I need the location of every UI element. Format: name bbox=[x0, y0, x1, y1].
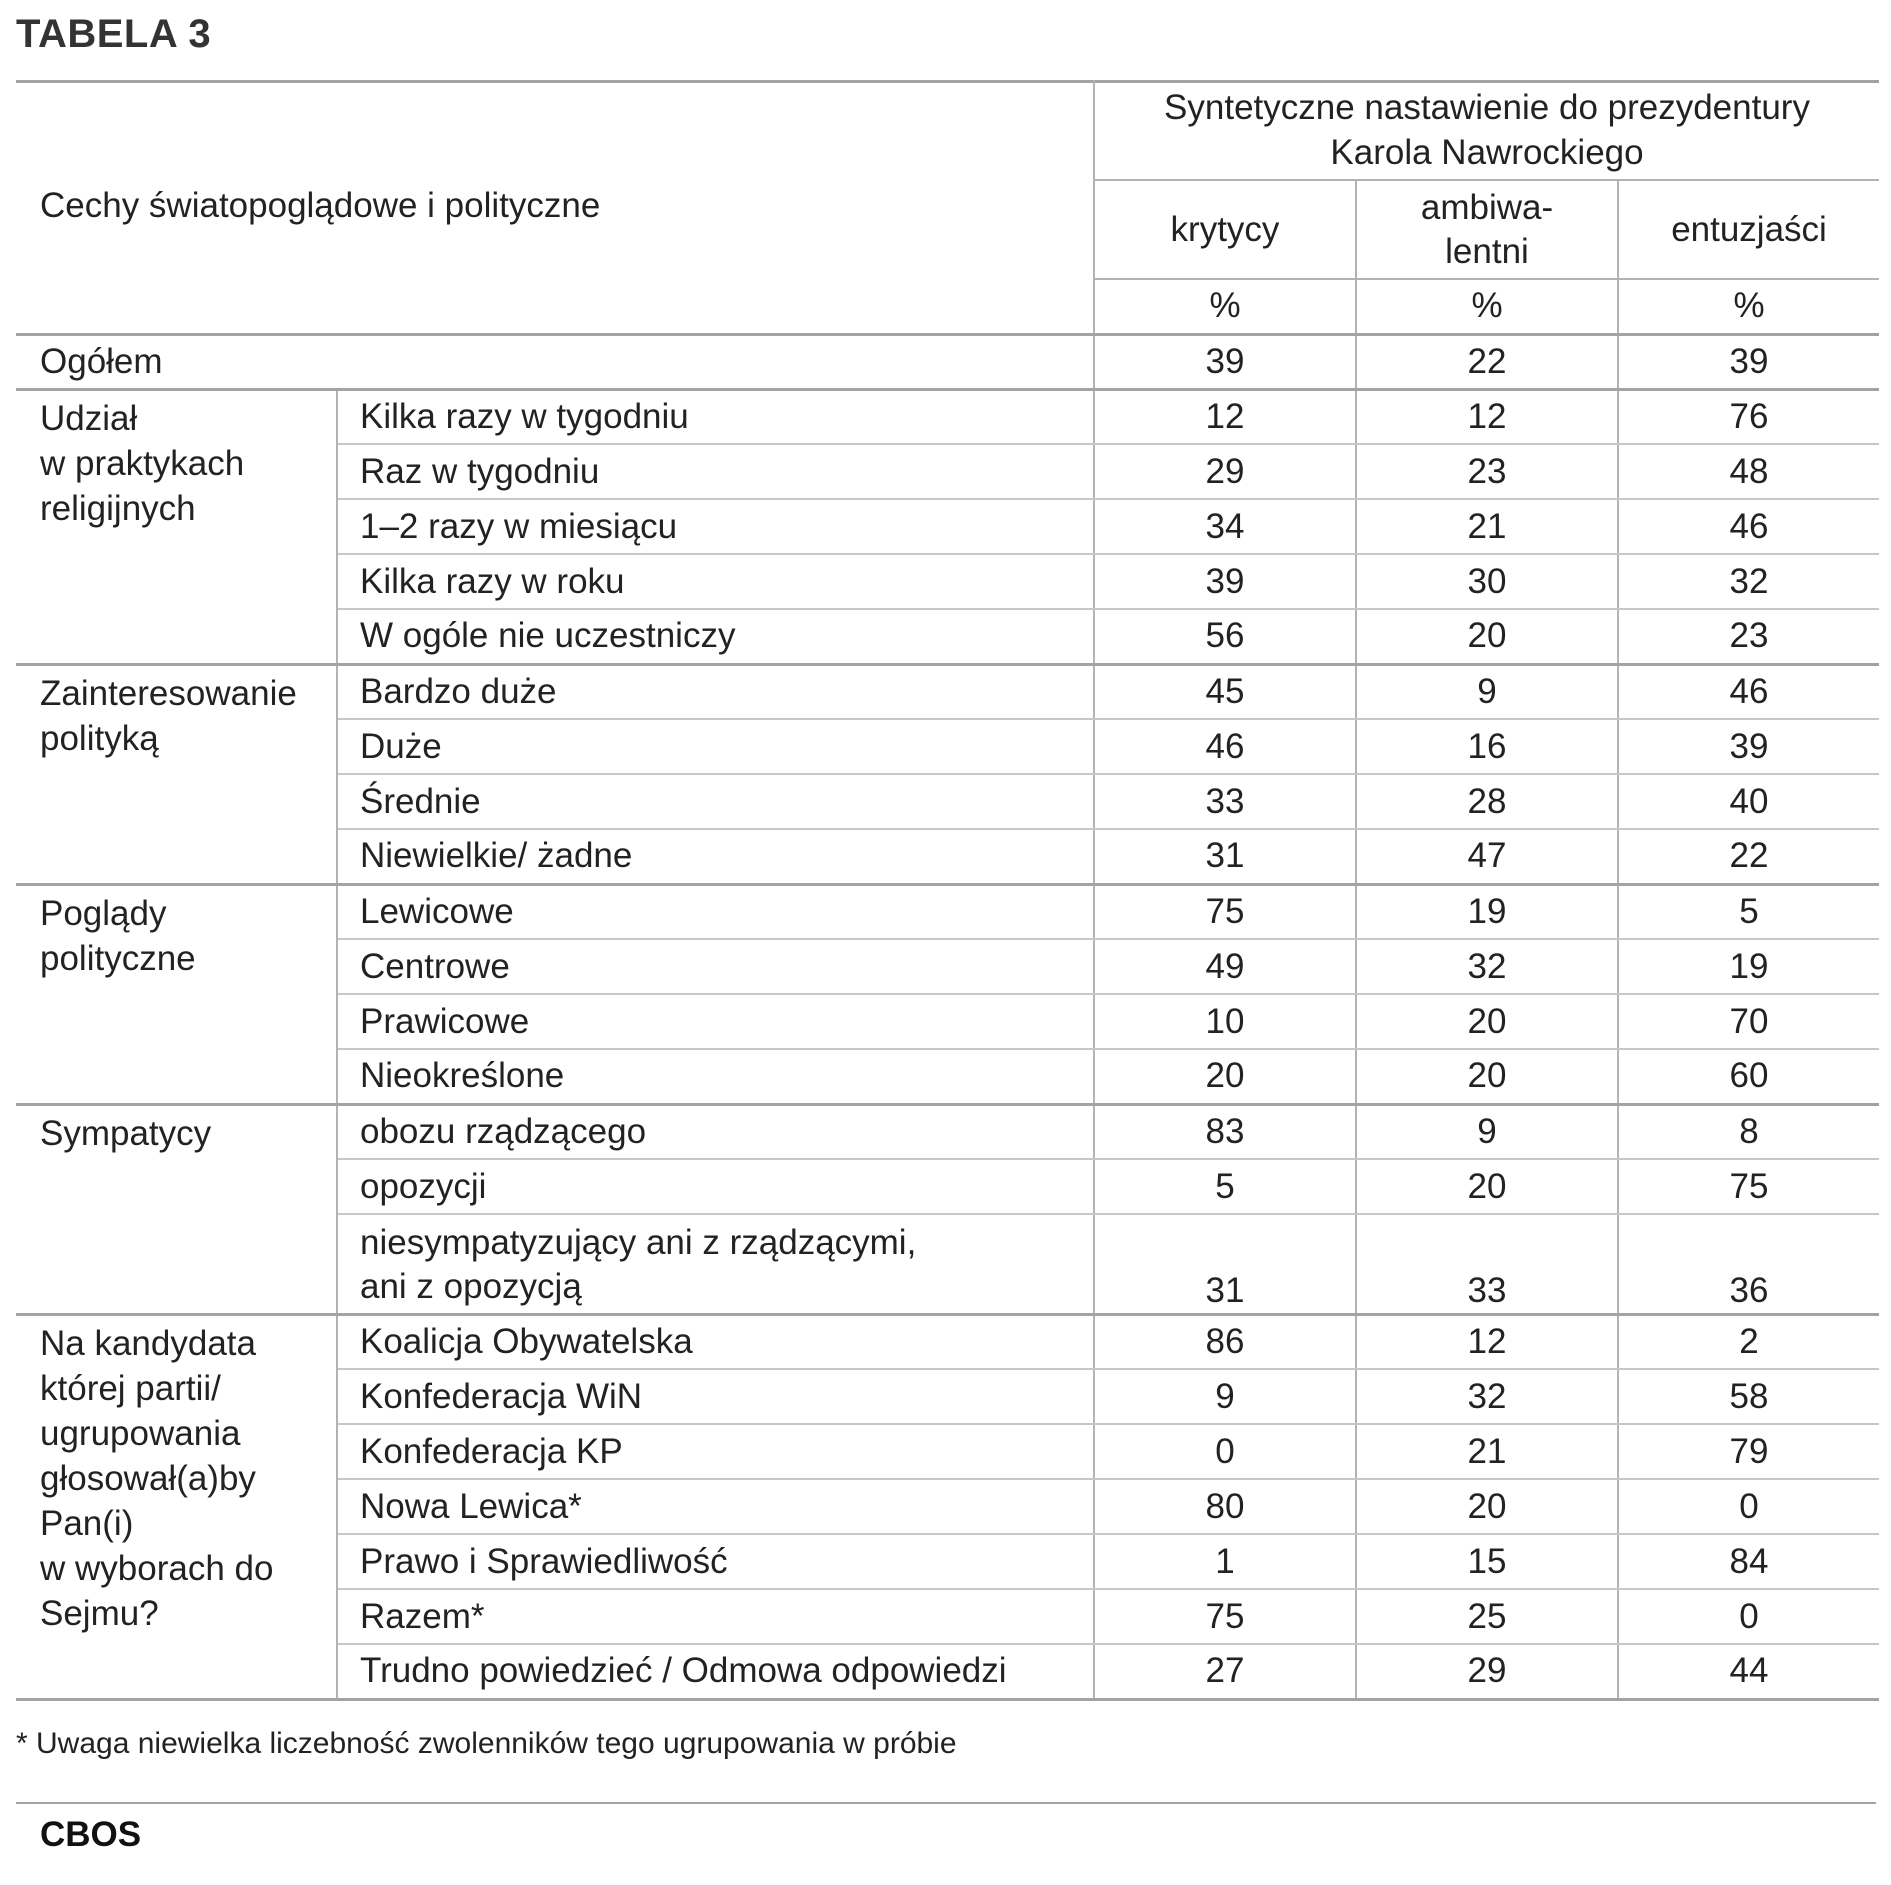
cell-value: 60 bbox=[1618, 1049, 1879, 1104]
cell-value: 27 bbox=[1094, 1644, 1356, 1699]
group-label-line: religijnych bbox=[40, 488, 196, 528]
table-body bbox=[16, 334, 1879, 1699]
cell-value: 75 bbox=[1618, 1159, 1879, 1214]
row-label: Lewicowe bbox=[337, 884, 1094, 939]
cell-value: 8 bbox=[1618, 1104, 1879, 1159]
cell-value: 86 bbox=[1094, 1314, 1356, 1369]
row-label bbox=[337, 1214, 1094, 1314]
cell-value: 12 bbox=[1356, 1314, 1618, 1369]
cell-value: 5 bbox=[1618, 884, 1879, 939]
row-label: Prawicowe bbox=[337, 994, 1094, 1049]
cell-value: 49 bbox=[1094, 939, 1356, 994]
row-label: Konfederacja WiN bbox=[337, 1369, 1094, 1424]
row-label: Nieokreślone bbox=[337, 1049, 1094, 1104]
cell-value: 75 bbox=[1094, 1589, 1356, 1644]
unit-percent: % bbox=[1356, 279, 1618, 334]
row-label: Koalicja Obywatelska bbox=[337, 1314, 1094, 1369]
cell-value: 21 bbox=[1356, 1424, 1618, 1479]
cell-value: 12 bbox=[1356, 389, 1618, 444]
column-header-ambivalent-line-2: lentni bbox=[1445, 231, 1529, 271]
row-label-line: ani z opozycją bbox=[360, 1267, 582, 1306]
group-label-line: w praktykach bbox=[40, 443, 245, 483]
footnote: * Uwaga niewielka liczebność zwolenników tego ugrupowania w próbie bbox=[16, 1727, 957, 1760]
column-header-enthusiasts bbox=[1618, 180, 1879, 279]
group-label-interest-in-politics bbox=[16, 664, 337, 884]
cell-value: 33 bbox=[1356, 1214, 1618, 1314]
row-label: opozycji bbox=[337, 1159, 1094, 1214]
cell-value: 76 bbox=[1618, 389, 1879, 444]
row-label: obozu rządzącego bbox=[337, 1104, 1094, 1159]
group-label-line: Zainteresowanie bbox=[40, 673, 297, 713]
cell-value: 2 bbox=[1618, 1314, 1879, 1369]
cell-value: 30 bbox=[1356, 554, 1618, 609]
row-label: Kilka razy w tygodniu bbox=[337, 389, 1094, 444]
group-label-line: której partii/ bbox=[40, 1368, 221, 1408]
cell-value: 48 bbox=[1618, 444, 1879, 499]
cell-value: 1 bbox=[1094, 1534, 1356, 1589]
cell-value: 9 bbox=[1094, 1369, 1356, 1424]
cell-value: 47 bbox=[1356, 829, 1618, 884]
column-header-enthusiasts-label: entuzjaści bbox=[1671, 209, 1827, 249]
synthetic-attitude-header bbox=[1094, 80, 1879, 180]
table-row bbox=[16, 664, 1879, 719]
cell-value: 83 bbox=[1094, 1104, 1356, 1159]
cell-value: 0 bbox=[1618, 1479, 1879, 1534]
cell-value: 70 bbox=[1618, 994, 1879, 1049]
row-label-line: niesympatyzujący ani z rządzącymi, bbox=[360, 1223, 917, 1262]
cell-value: 32 bbox=[1618, 554, 1879, 609]
row-label: Raz w tygodniu bbox=[337, 444, 1094, 499]
cell-value: 39 bbox=[1094, 334, 1356, 389]
cell-value: 84 bbox=[1618, 1534, 1879, 1589]
cell-value: 29 bbox=[1356, 1644, 1618, 1699]
cell-value: 9 bbox=[1356, 664, 1618, 719]
group-label-religious-practice bbox=[16, 389, 337, 664]
table-row bbox=[16, 1314, 1879, 1369]
column-header-ambivalent bbox=[1356, 180, 1618, 279]
row-label: Trudno powiedzieć / Odmowa odpowiedzi bbox=[337, 1644, 1094, 1699]
cell-value: 20 bbox=[1356, 1479, 1618, 1534]
group-label-line: ugrupowania bbox=[40, 1413, 241, 1453]
cell-value: 16 bbox=[1356, 719, 1618, 774]
row-label: W ogóle nie uczestniczy bbox=[337, 609, 1094, 664]
features-header: Cechy światopoglądowe i polityczne bbox=[16, 80, 1094, 334]
bottom-rule bbox=[16, 1802, 1876, 1804]
row-label: Centrowe bbox=[337, 939, 1094, 994]
total-label: Ogółem bbox=[16, 334, 1094, 389]
group-label-line: głosował(a)by bbox=[40, 1458, 256, 1498]
cell-value: 36 bbox=[1618, 1214, 1879, 1314]
cell-value: 0 bbox=[1094, 1424, 1356, 1479]
synthetic-attitude-line-2: Karola Nawrockiego bbox=[1330, 132, 1644, 172]
column-header-critics bbox=[1094, 180, 1356, 279]
cell-value: 20 bbox=[1356, 1049, 1618, 1104]
column-header-critics-label: krytycy bbox=[1170, 209, 1280, 249]
table-row bbox=[16, 389, 1879, 444]
cell-value: 32 bbox=[1356, 939, 1618, 994]
table-title: TABELA 3 bbox=[16, 12, 212, 56]
cell-value: 39 bbox=[1618, 719, 1879, 774]
group-label-line: Na kandydata bbox=[40, 1323, 256, 1363]
cell-value: 19 bbox=[1618, 939, 1879, 994]
cell-value: 20 bbox=[1356, 609, 1618, 664]
group-label-line: w wyborach do bbox=[40, 1548, 274, 1588]
cell-value: 31 bbox=[1094, 1214, 1356, 1314]
cell-value: 79 bbox=[1618, 1424, 1879, 1479]
cell-value: 32 bbox=[1356, 1369, 1618, 1424]
row-label: Kilka razy w roku bbox=[337, 554, 1094, 609]
cell-value: 56 bbox=[1094, 609, 1356, 664]
row-label: Bardzo duże bbox=[337, 664, 1094, 719]
cell-value: 39 bbox=[1618, 334, 1879, 389]
cell-value: 12 bbox=[1094, 389, 1356, 444]
cell-value: 45 bbox=[1094, 664, 1356, 719]
row-label: Prawo i Sprawiedliwość bbox=[337, 1534, 1094, 1589]
row-label: Razem* bbox=[337, 1589, 1094, 1644]
column-header-ambivalent-line-1: ambiwa- bbox=[1420, 187, 1554, 227]
cell-value: 29 bbox=[1094, 444, 1356, 499]
cell-value: 21 bbox=[1356, 499, 1618, 554]
cell-value: 44 bbox=[1618, 1644, 1879, 1699]
cell-value: 23 bbox=[1356, 444, 1618, 499]
cell-value: 5 bbox=[1094, 1159, 1356, 1214]
cell-value: 20 bbox=[1356, 1159, 1618, 1214]
row-label: Duże bbox=[337, 719, 1094, 774]
source-logo: CBOS bbox=[40, 1815, 142, 1854]
unit-percent: % bbox=[1094, 279, 1356, 334]
cell-value: 80 bbox=[1094, 1479, 1356, 1534]
group-label-political-views bbox=[16, 884, 337, 1104]
cell-value: 23 bbox=[1618, 609, 1879, 664]
cell-value: 25 bbox=[1356, 1589, 1618, 1644]
group-label-line: Sympatycy bbox=[40, 1113, 212, 1153]
header-row-synthetic bbox=[16, 80, 1879, 180]
cell-value: 28 bbox=[1356, 774, 1618, 829]
cell-value: 19 bbox=[1356, 884, 1618, 939]
cell-value: 46 bbox=[1094, 719, 1356, 774]
group-label-line: Poglądy bbox=[40, 893, 167, 933]
cell-value: 31 bbox=[1094, 829, 1356, 884]
cell-value: 20 bbox=[1356, 994, 1618, 1049]
table-row-total bbox=[16, 334, 1879, 389]
group-label-line: Udział bbox=[40, 398, 138, 438]
row-label: Niewielkie/ żadne bbox=[337, 829, 1094, 884]
group-label-line: Sejmu? bbox=[40, 1593, 159, 1633]
cell-value: 9 bbox=[1356, 1104, 1618, 1159]
cell-value: 75 bbox=[1094, 884, 1356, 939]
cell-value: 46 bbox=[1618, 664, 1879, 719]
cell-value: 39 bbox=[1094, 554, 1356, 609]
row-label: Średnie bbox=[337, 774, 1094, 829]
table-header bbox=[16, 80, 1879, 334]
table-row bbox=[16, 884, 1879, 939]
row-label: 1–2 razy w miesiącu bbox=[337, 499, 1094, 554]
unit-percent: % bbox=[1618, 279, 1879, 334]
cell-value: 46 bbox=[1618, 499, 1879, 554]
group-label-line: polityczne bbox=[40, 938, 196, 978]
table-row bbox=[16, 1104, 1879, 1159]
row-label: Nowa Lewica* bbox=[337, 1479, 1094, 1534]
cell-value: 34 bbox=[1094, 499, 1356, 554]
group-label-party-vote bbox=[16, 1314, 337, 1699]
cell-value: 20 bbox=[1094, 1049, 1356, 1104]
group-label-line: polityką bbox=[40, 718, 159, 758]
cell-value: 22 bbox=[1356, 334, 1618, 389]
cell-value: 15 bbox=[1356, 1534, 1618, 1589]
data-table bbox=[16, 80, 1879, 1701]
cell-value: 10 bbox=[1094, 994, 1356, 1049]
group-label-supporters bbox=[16, 1104, 337, 1314]
synthetic-attitude-line-1: Syntetyczne nastawienie do prezydentury bbox=[1164, 87, 1810, 127]
group-label-line: Pan(i) bbox=[40, 1503, 134, 1543]
cell-value: 40 bbox=[1618, 774, 1879, 829]
cell-value: 33 bbox=[1094, 774, 1356, 829]
row-label: Konfederacja KP bbox=[337, 1424, 1094, 1479]
cell-value: 0 bbox=[1618, 1589, 1879, 1644]
cell-value: 58 bbox=[1618, 1369, 1879, 1424]
cell-value: 22 bbox=[1618, 829, 1879, 884]
